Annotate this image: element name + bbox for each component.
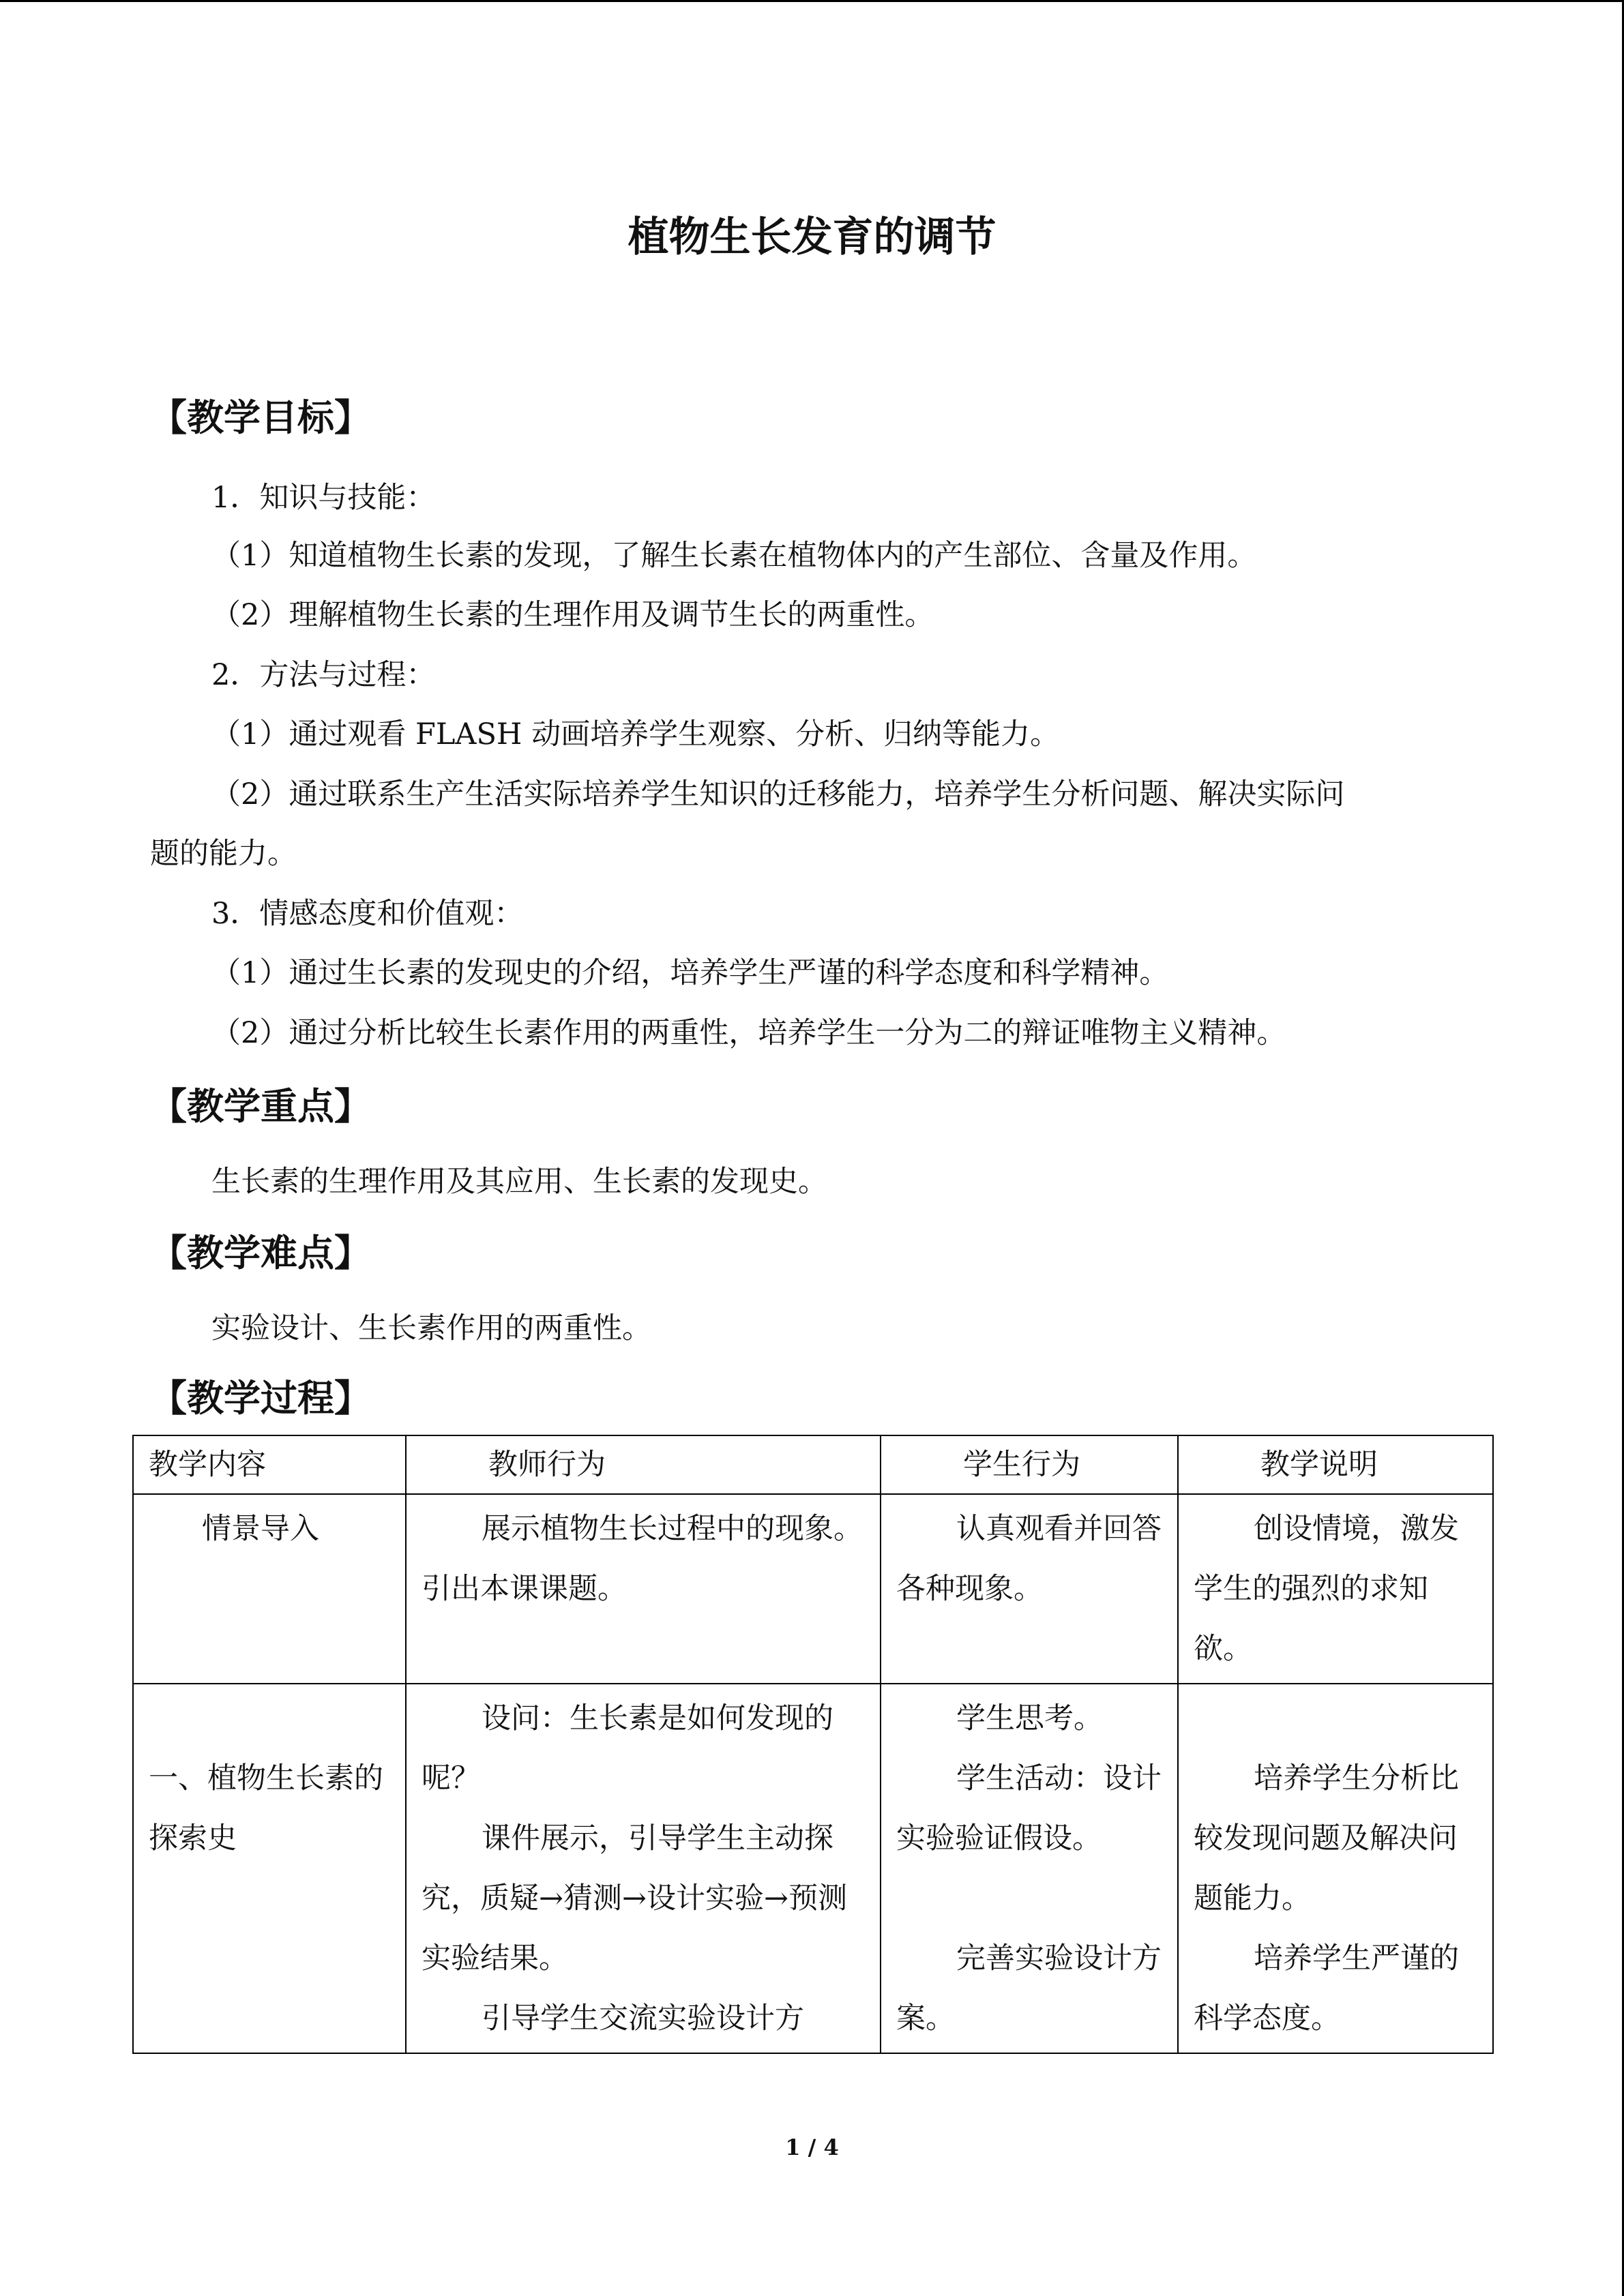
row2-note-1: 培养学生分析比较发现问题及解决问题能力。 [1194,1761,1459,1915]
row2-teacher-2: 课件展示，引导学生主动探究，质疑→猜测→设计实验→预测实验结果。 [422,1821,848,1976]
row2-student-1: 学生思考。 [956,1701,1103,1735]
objectives-heading: 【教学目标】 [150,396,371,439]
method-item-2b: 题的能力。 [150,837,297,871]
row2-student-3: 完善实验设计方案。 [896,1941,1162,2036]
row2-note-2: 培养学生严谨的科学态度。 [1194,1941,1459,2036]
difficulties-text: 实验设计、生长素作用的两重性。 [211,1311,651,1345]
method-title: 2．方法与过程： [211,658,436,692]
knowledge-item-1: （1）知道植物生长素的发现，了解生长素在植物体内的产生部位、含量及作用。 [211,539,1257,573]
emotion-title: 3．情感态度和价值观： [211,897,524,931]
emotion-item-1: （1）通过生长素的发现史的介绍，培养学生严谨的科学态度和科学精神。 [211,956,1169,990]
process-heading: 【教学过程】 [150,1377,371,1420]
row2-teacher-cell [406,1684,881,2053]
row2-content: 一、植物生长素的探索史 [149,1761,383,1855]
row2-content-cell [133,1684,406,2053]
header-student: 学生行为 [881,1435,1178,1494]
emotion-item-2: （2）通过分析比较生长素作用的两重性，培养学生一分为二的辩证唯物主义精神。 [211,1016,1286,1050]
key-points-heading: 【教学重点】 [150,1085,371,1128]
knowledge-item-2: （2）理解植物生长素的生理作用及调节生长的两重性。 [211,598,934,632]
method-item-1: （1）通过观看 FLASH 动画培养学生观察、分析、归纳等能力。 [211,717,1060,751]
knowledge-title: 1．知识与技能： [211,481,436,515]
row1-content: 情景导入 [133,1494,406,1684]
page-title: 植物生长发育的调节 [628,213,996,261]
table-header-row [133,1435,1493,1494]
header-content: 教学内容 [133,1435,406,1494]
page-number: 1 / 4 [785,2134,839,2160]
row2-teacher-1: 设问：生长素是如何发现的呢？ [422,1701,833,1795]
header-note: 教学说明 [1178,1435,1493,1494]
row1-teacher: 展示植物生长过程中的现象。引出本课课题。 [406,1494,881,1684]
row2-note-cell [1178,1684,1493,2053]
header-teacher: 教师行为 [406,1435,881,1494]
table-row [133,1494,1493,1684]
row1-student: 认真观看并回答各种现象。 [881,1494,1178,1684]
row1-note: 创设情境，激发学生的强烈的求知欲。 [1178,1494,1493,1684]
page-border-top [0,0,1624,2]
table-row [133,1684,1493,2053]
row2-student-cell [881,1684,1178,2053]
row2-student-2: 学生活动：设计实验验证假设。 [896,1761,1162,1855]
teaching-process-table [132,1435,1494,2054]
method-item-2a: （2）通过联系生产生活实际培养学生知识的迁移能力，培养学生分析问题、解决实际问 [211,777,1345,811]
key-points-text: 生长素的生理作用及其应用、生长素的发现史。 [211,1165,827,1199]
row2-teacher-3: 引导学生交流实验设计方 [482,2001,804,2036]
difficulties-heading: 【教学难点】 [150,1232,371,1274]
